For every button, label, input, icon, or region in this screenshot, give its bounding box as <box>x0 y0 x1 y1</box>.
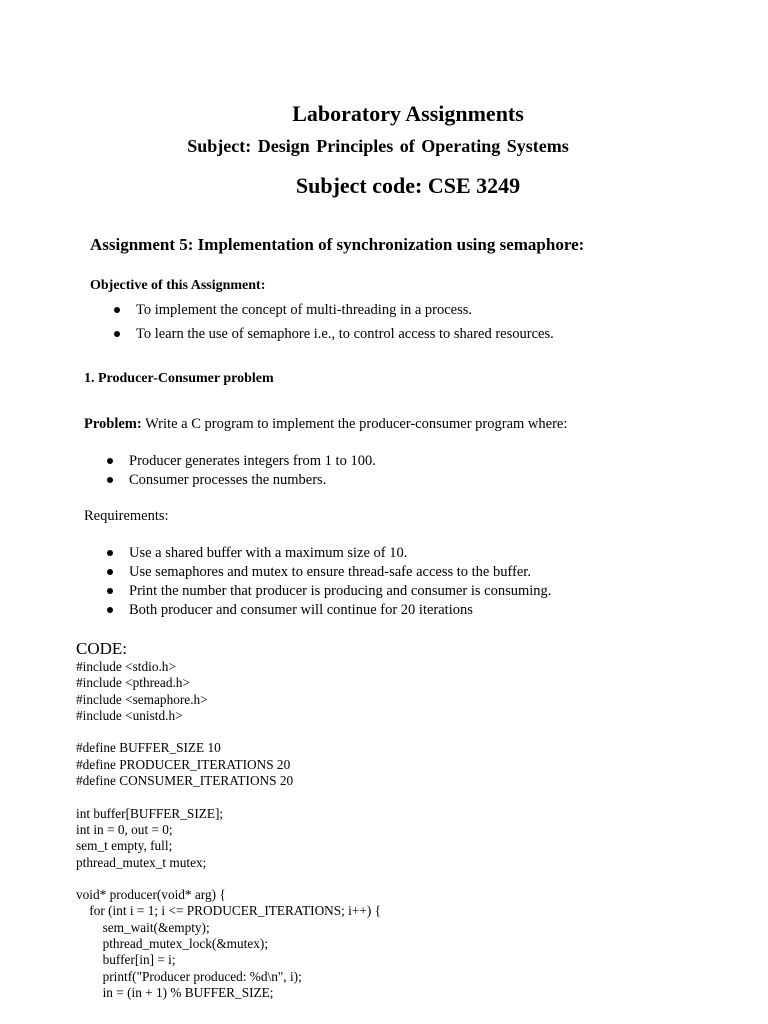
problem-point-text: Producer generates integers from 1 to 100. <box>129 453 376 469</box>
code-line: pthread_mutex_t mutex; <box>76 854 207 870</box>
code-line <box>76 871 381 887</box>
problem-points-list <box>129 452 376 490</box>
code-line <box>76 789 381 805</box>
code-line: sem_t empty, full; <box>76 838 173 854</box>
subject-line: Subject: Design Principles of Operating Systems <box>187 136 569 156</box>
objective-text: To implement the concept of multi-threading in a process. <box>136 302 473 318</box>
requirement-text: Use semaphores and mutex to ensure thread-safe access to the buffer. <box>129 564 531 580</box>
subject-code: Subject code: CSE 3249 <box>295 173 521 198</box>
assignment-heading: Assignment 5: Implementation of synchronization using semaphore: <box>90 235 585 254</box>
list-item <box>129 582 551 601</box>
code-line: void* producer(void* arg) { <box>76 887 226 903</box>
code-line: int buffer[BUFFER_SIZE]; <box>76 805 224 821</box>
problem-text: Write a C program to implement the producer-consumer program where: <box>141 416 568 432</box>
code-line: #include <pthread.h> <box>76 675 190 691</box>
bullet-icon <box>107 588 113 594</box>
code-line: in = (in + 1) % BUFFER_SIZE; <box>76 984 274 1000</box>
code-line: #define BUFFER_SIZE 10 <box>76 740 221 756</box>
problem-point-text: Consumer processes the numbers. <box>129 472 327 488</box>
code-line: printf("Producer produced: %d\n", i); <box>76 968 302 984</box>
objective-list <box>136 301 554 349</box>
code-line: int in = 0, out = 0; <box>76 821 173 837</box>
list-item <box>136 301 554 325</box>
list-item <box>129 563 551 582</box>
bullet-icon <box>107 477 113 483</box>
code-line <box>76 724 381 740</box>
code-line: #define PRODUCER_ITERATIONS 20 <box>76 756 291 772</box>
list-item <box>129 452 376 471</box>
list-item <box>129 601 551 620</box>
bullet-icon <box>107 550 113 556</box>
requirement-text: Use a shared buffer with a maximum size of 10. <box>129 545 408 561</box>
section-heading: 1. Producer-Consumer problem <box>84 371 274 386</box>
requirement-text: Both producer and consumer will continue for 20 iterations <box>129 602 473 618</box>
list-item <box>129 471 376 490</box>
code-block <box>76 659 381 1001</box>
bullet-icon <box>107 458 113 464</box>
objective-text: To learn the use of semaphore i.e., to control access to shared resources. <box>136 326 554 342</box>
code-line: #include <semaphore.h> <box>76 691 208 707</box>
objective-heading: Objective of this Assignment: <box>90 278 266 293</box>
code-line: sem_wait(&empty); <box>76 919 210 935</box>
list-item <box>129 544 551 563</box>
code-line: #include <stdio.h> <box>76 659 176 674</box>
requirements-label: Requirements: <box>84 508 169 524</box>
code-label: CODE: <box>76 639 127 658</box>
list-item <box>136 325 554 349</box>
requirements-list <box>129 544 551 620</box>
bullet-icon <box>114 307 120 313</box>
code-line: #include <unistd.h> <box>76 707 183 723</box>
bullet-icon <box>114 331 120 337</box>
requirement-text: Print the number that producer is producing and consumer is consuming. <box>129 583 552 599</box>
code-line: buffer[in] = i; <box>76 952 176 968</box>
problem-statement <box>84 416 567 433</box>
bullet-icon <box>107 607 113 613</box>
problem-label: Problem: <box>84 416 142 432</box>
bullet-icon <box>107 569 113 575</box>
code-line: pthread_mutex_lock(&mutex); <box>76 936 269 952</box>
code-line: #define CONSUMER_ITERATIONS 20 <box>76 773 294 789</box>
document-title: Laboratory Assignments <box>292 101 524 126</box>
code-line: for (int i = 1; i <= PRODUCER_ITERATIONS; i++) { <box>76 903 382 919</box>
